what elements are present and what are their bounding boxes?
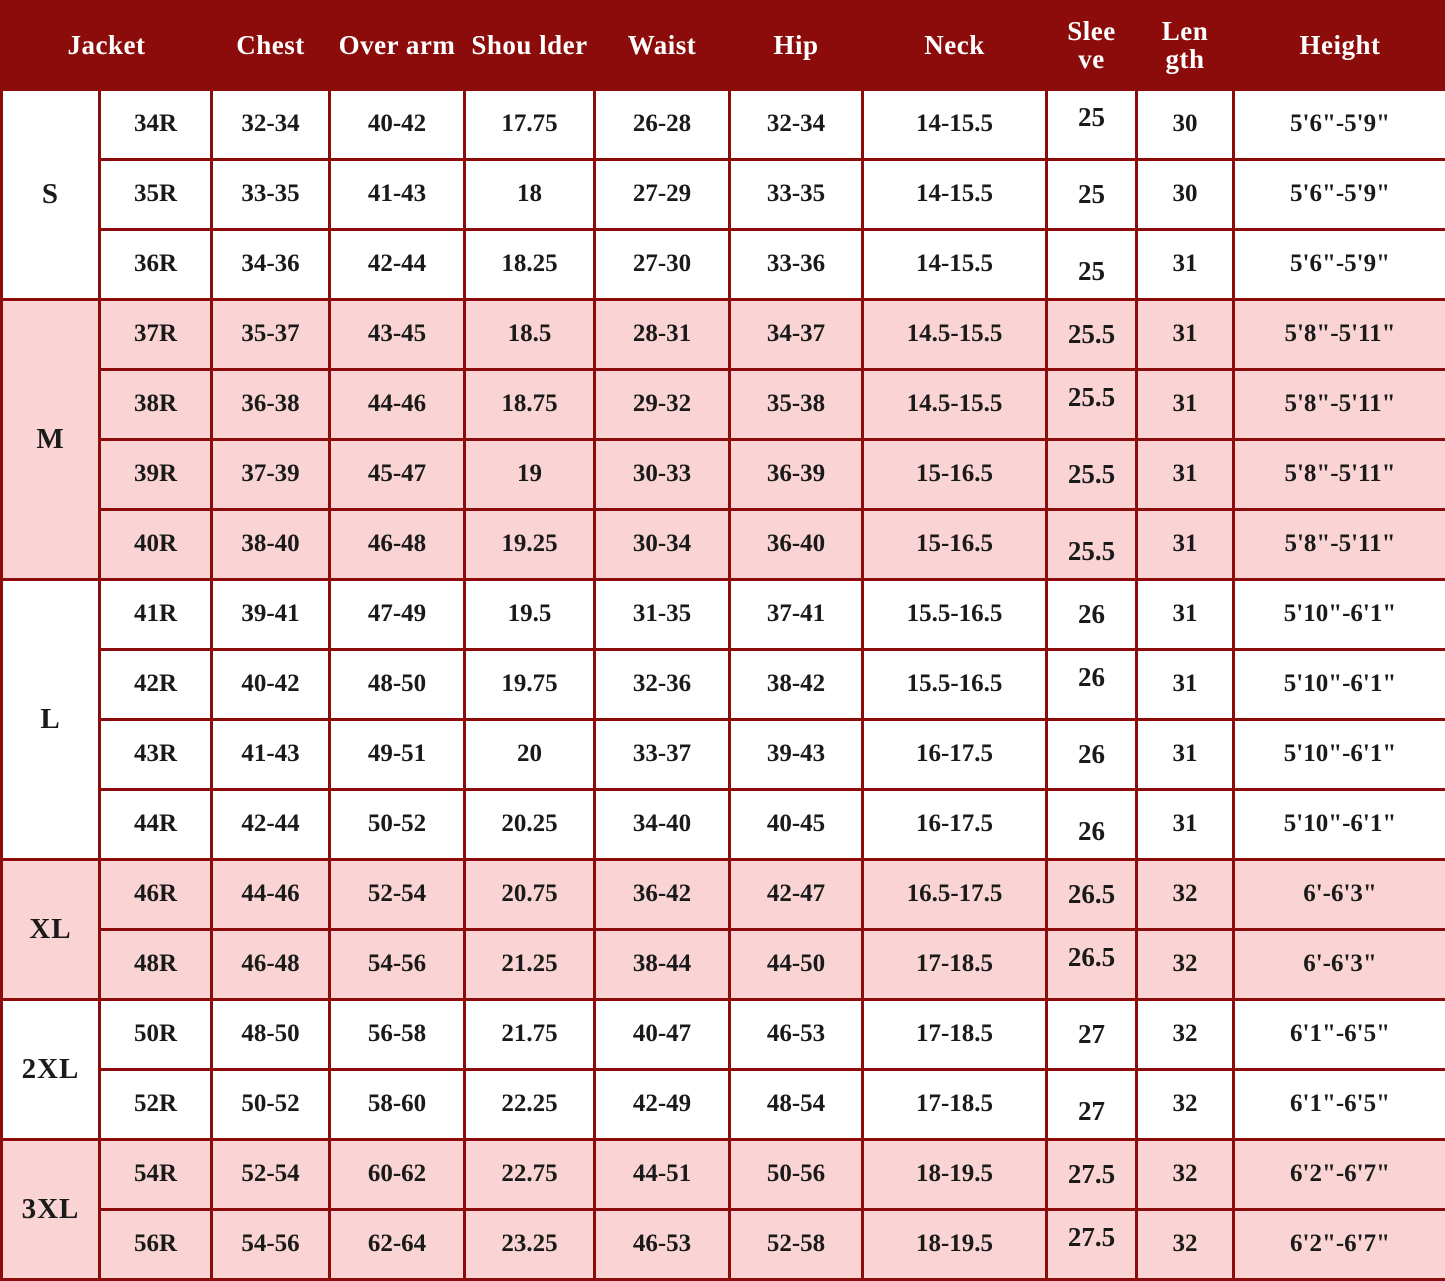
- column-header-shoulder: Shou lder: [465, 2, 595, 90]
- cell-sleeve: 25: [1047, 229, 1137, 299]
- column-header-sleeve: Slee ve: [1047, 2, 1137, 90]
- cell-sleeve: 25: [1047, 159, 1137, 229]
- cell-sleeve: 26: [1047, 789, 1137, 859]
- cell-shoulder: 21.25: [465, 929, 595, 999]
- cell-length: 30: [1137, 159, 1234, 229]
- cell-shoulder: 18.25: [465, 229, 595, 299]
- cell-waist: 33-37: [595, 719, 730, 789]
- cell-jacket: 50R: [100, 999, 212, 1069]
- table-row: [2, 439, 1445, 509]
- table-row: [2, 229, 1445, 299]
- cell-shoulder: 17.75: [465, 89, 595, 159]
- cell-overarm: 48-50: [330, 649, 465, 719]
- cell-shoulder: 22.25: [465, 1069, 595, 1139]
- cell-neck: 18-19.5: [863, 1139, 1047, 1209]
- cell-jacket: 52R: [100, 1069, 212, 1139]
- cell-length: 32: [1137, 999, 1234, 1069]
- cell-chest: 36-38: [212, 369, 330, 439]
- cell-length: 31: [1137, 369, 1234, 439]
- table-header: [2, 2, 1445, 90]
- table-body: [2, 89, 1445, 1279]
- cell-jacket: 46R: [100, 859, 212, 929]
- cell-hip: 50-56: [730, 1139, 863, 1209]
- cell-shoulder: 20.75: [465, 859, 595, 929]
- size-group-label-s: S: [2, 89, 100, 299]
- cell-neck: 17-18.5: [863, 1069, 1047, 1139]
- table-row: [2, 579, 1445, 649]
- cell-height: 6'-6'3": [1234, 929, 1445, 999]
- cell-chest: 32-34: [212, 89, 330, 159]
- cell-height: 5'8"-5'11": [1234, 369, 1445, 439]
- cell-waist: 30-34: [595, 509, 730, 579]
- cell-shoulder: 19.75: [465, 649, 595, 719]
- cell-length: 31: [1137, 229, 1234, 299]
- cell-hip: 40-45: [730, 789, 863, 859]
- cell-hip: 44-50: [730, 929, 863, 999]
- cell-hip: 39-43: [730, 719, 863, 789]
- table-row: [2, 859, 1445, 929]
- header-row: [2, 2, 1445, 90]
- table-row: [2, 89, 1445, 159]
- cell-length: 31: [1137, 579, 1234, 649]
- cell-length: 31: [1137, 789, 1234, 859]
- cell-overarm: 41-43: [330, 159, 465, 229]
- cell-overarm: 56-58: [330, 999, 465, 1069]
- cell-waist: 32-36: [595, 649, 730, 719]
- cell-jacket: 44R: [100, 789, 212, 859]
- column-header-chest: Chest: [212, 2, 330, 90]
- cell-height: 6'1"-6'5": [1234, 999, 1445, 1069]
- table-row: [2, 1209, 1445, 1279]
- table-row: [2, 999, 1445, 1069]
- cell-waist: 26-28: [595, 89, 730, 159]
- cell-length: 31: [1137, 509, 1234, 579]
- cell-overarm: 40-42: [330, 89, 465, 159]
- cell-jacket: 38R: [100, 369, 212, 439]
- cell-sleeve: 26: [1047, 579, 1137, 649]
- cell-waist: 29-32: [595, 369, 730, 439]
- cell-neck: 14.5-15.5: [863, 299, 1047, 369]
- cell-neck: 15-16.5: [863, 509, 1047, 579]
- column-header-neck: Neck: [863, 2, 1047, 90]
- cell-chest: 33-35: [212, 159, 330, 229]
- cell-chest: 46-48: [212, 929, 330, 999]
- size-group-label-xl: XL: [2, 859, 100, 999]
- size-group-label-m: M: [2, 299, 100, 579]
- table-row: [2, 159, 1445, 229]
- cell-chest: 50-52: [212, 1069, 330, 1139]
- cell-neck: 16-17.5: [863, 719, 1047, 789]
- cell-hip: 46-53: [730, 999, 863, 1069]
- cell-hip: 33-35: [730, 159, 863, 229]
- cell-shoulder: 20.25: [465, 789, 595, 859]
- cell-sleeve: 27: [1047, 999, 1137, 1069]
- table-row: [2, 649, 1445, 719]
- cell-waist: 42-49: [595, 1069, 730, 1139]
- cell-jacket: 48R: [100, 929, 212, 999]
- cell-jacket: 54R: [100, 1139, 212, 1209]
- cell-jacket: 37R: [100, 299, 212, 369]
- table-row: [2, 719, 1445, 789]
- cell-length: 31: [1137, 649, 1234, 719]
- cell-waist: 36-42: [595, 859, 730, 929]
- cell-jacket: 39R: [100, 439, 212, 509]
- cell-neck: 14-15.5: [863, 229, 1047, 299]
- cell-hip: 36-40: [730, 509, 863, 579]
- size-group-label-l: L: [2, 579, 100, 859]
- cell-height: 5'6"-5'9": [1234, 229, 1445, 299]
- cell-neck: 18-19.5: [863, 1209, 1047, 1279]
- cell-sleeve: 25.5: [1047, 439, 1137, 509]
- cell-hip: 36-39: [730, 439, 863, 509]
- cell-height: 5'8"-5'11": [1234, 299, 1445, 369]
- cell-height: 5'10"-6'1": [1234, 789, 1445, 859]
- cell-sleeve: 25.5: [1047, 509, 1137, 579]
- cell-chest: 40-42: [212, 649, 330, 719]
- cell-shoulder: 19.5: [465, 579, 595, 649]
- cell-shoulder: 18.5: [465, 299, 595, 369]
- table-row: [2, 1139, 1445, 1209]
- cell-chest: 35-37: [212, 299, 330, 369]
- cell-length: 32: [1137, 859, 1234, 929]
- cell-waist: 31-35: [595, 579, 730, 649]
- column-header-hip: Hip: [730, 2, 863, 90]
- cell-height: 5'10"-6'1": [1234, 579, 1445, 649]
- cell-hip: 33-36: [730, 229, 863, 299]
- cell-overarm: 58-60: [330, 1069, 465, 1139]
- cell-neck: 15.5-16.5: [863, 649, 1047, 719]
- cell-jacket: 56R: [100, 1209, 212, 1279]
- table-row: [2, 299, 1445, 369]
- cell-shoulder: 22.75: [465, 1139, 595, 1209]
- cell-height: 5'6"-5'9": [1234, 89, 1445, 159]
- cell-height: 5'10"-6'1": [1234, 719, 1445, 789]
- size-group-label-2xl: 2XL: [2, 999, 100, 1139]
- cell-hip: 34-37: [730, 299, 863, 369]
- cell-shoulder: 18: [465, 159, 595, 229]
- cell-chest: 52-54: [212, 1139, 330, 1209]
- cell-shoulder: 20: [465, 719, 595, 789]
- cell-jacket: 34R: [100, 89, 212, 159]
- cell-length: 32: [1137, 1209, 1234, 1279]
- cell-height: 6'2"-6'7": [1234, 1139, 1445, 1209]
- cell-hip: 35-38: [730, 369, 863, 439]
- cell-height: 5'6"-5'9": [1234, 159, 1445, 229]
- cell-overarm: 42-44: [330, 229, 465, 299]
- column-header-height: Height: [1234, 2, 1445, 90]
- cell-hip: 38-42: [730, 649, 863, 719]
- cell-jacket: 35R: [100, 159, 212, 229]
- cell-hip: 52-58: [730, 1209, 863, 1279]
- cell-waist: 28-31: [595, 299, 730, 369]
- cell-sleeve: 25.5: [1047, 299, 1137, 369]
- cell-height: 5'8"-5'11": [1234, 439, 1445, 509]
- cell-neck: 17-18.5: [863, 999, 1047, 1069]
- cell-neck: 15.5-16.5: [863, 579, 1047, 649]
- cell-height: 5'8"-5'11": [1234, 509, 1445, 579]
- cell-neck: 17-18.5: [863, 929, 1047, 999]
- cell-neck: 14-15.5: [863, 159, 1047, 229]
- cell-chest: 54-56: [212, 1209, 330, 1279]
- cell-length: 32: [1137, 1069, 1234, 1139]
- cell-neck: 14.5-15.5: [863, 369, 1047, 439]
- cell-sleeve: 25.5: [1047, 369, 1137, 439]
- cell-length: 31: [1137, 299, 1234, 369]
- cell-waist: 30-33: [595, 439, 730, 509]
- cell-overarm: 54-56: [330, 929, 465, 999]
- cell-jacket: 40R: [100, 509, 212, 579]
- cell-waist: 38-44: [595, 929, 730, 999]
- table-row: [2, 509, 1445, 579]
- cell-overarm: 43-45: [330, 299, 465, 369]
- cell-sleeve: 26: [1047, 649, 1137, 719]
- cell-sleeve: 26.5: [1047, 859, 1137, 929]
- cell-neck: 14-15.5: [863, 89, 1047, 159]
- column-header-waist: Waist: [595, 2, 730, 90]
- cell-jacket: 36R: [100, 229, 212, 299]
- cell-overarm: 52-54: [330, 859, 465, 929]
- cell-overarm: 44-46: [330, 369, 465, 439]
- cell-overarm: 60-62: [330, 1139, 465, 1209]
- cell-chest: 38-40: [212, 509, 330, 579]
- cell-chest: 42-44: [212, 789, 330, 859]
- cell-hip: 32-34: [730, 89, 863, 159]
- cell-waist: 40-47: [595, 999, 730, 1069]
- cell-length: 31: [1137, 439, 1234, 509]
- cell-chest: 41-43: [212, 719, 330, 789]
- cell-sleeve: 27: [1047, 1069, 1137, 1139]
- table-row: [2, 929, 1445, 999]
- cell-shoulder: 19: [465, 439, 595, 509]
- cell-neck: 15-16.5: [863, 439, 1047, 509]
- cell-hip: 42-47: [730, 859, 863, 929]
- cell-jacket: 42R: [100, 649, 212, 719]
- column-header-length: Len gth: [1137, 2, 1234, 90]
- cell-chest: 48-50: [212, 999, 330, 1069]
- cell-neck: 16.5-17.5: [863, 859, 1047, 929]
- cell-overarm: 50-52: [330, 789, 465, 859]
- cell-neck: 16-17.5: [863, 789, 1047, 859]
- cell-shoulder: 23.25: [465, 1209, 595, 1279]
- table-row: [2, 789, 1445, 859]
- table-row: [2, 369, 1445, 439]
- table-row: [2, 1069, 1445, 1139]
- cell-shoulder: 21.75: [465, 999, 595, 1069]
- cell-sleeve: 27.5: [1047, 1139, 1137, 1209]
- cell-waist: 27-29: [595, 159, 730, 229]
- cell-length: 32: [1137, 1139, 1234, 1209]
- cell-height: 5'10"-6'1": [1234, 649, 1445, 719]
- cell-sleeve: 26.5: [1047, 929, 1137, 999]
- cell-length: 30: [1137, 89, 1234, 159]
- size-group-label-3xl: 3XL: [2, 1139, 100, 1279]
- cell-waist: 44-51: [595, 1139, 730, 1209]
- cell-shoulder: 19.25: [465, 509, 595, 579]
- cell-overarm: 45-47: [330, 439, 465, 509]
- cell-overarm: 47-49: [330, 579, 465, 649]
- cell-jacket: 43R: [100, 719, 212, 789]
- cell-jacket: 41R: [100, 579, 212, 649]
- cell-waist: 46-53: [595, 1209, 730, 1279]
- cell-chest: 37-39: [212, 439, 330, 509]
- cell-height: 6'-6'3": [1234, 859, 1445, 929]
- cell-chest: 44-46: [212, 859, 330, 929]
- column-header-jacket: Jacket: [2, 2, 212, 90]
- cell-chest: 39-41: [212, 579, 330, 649]
- cell-waist: 34-40: [595, 789, 730, 859]
- cell-hip: 48-54: [730, 1069, 863, 1139]
- cell-overarm: 62-64: [330, 1209, 465, 1279]
- cell-height: 6'1"-6'5": [1234, 1069, 1445, 1139]
- cell-hip: 37-41: [730, 579, 863, 649]
- cell-sleeve: 26: [1047, 719, 1137, 789]
- column-header-overarm: Over arm: [330, 2, 465, 90]
- cell-sleeve: 27.5: [1047, 1209, 1137, 1279]
- cell-sleeve: 25: [1047, 89, 1137, 159]
- cell-height: 6'2"-6'7": [1234, 1209, 1445, 1279]
- cell-shoulder: 18.75: [465, 369, 595, 439]
- cell-chest: 34-36: [212, 229, 330, 299]
- cell-waist: 27-30: [595, 229, 730, 299]
- cell-overarm: 49-51: [330, 719, 465, 789]
- cell-overarm: 46-48: [330, 509, 465, 579]
- cell-length: 31: [1137, 719, 1234, 789]
- cell-length: 32: [1137, 929, 1234, 999]
